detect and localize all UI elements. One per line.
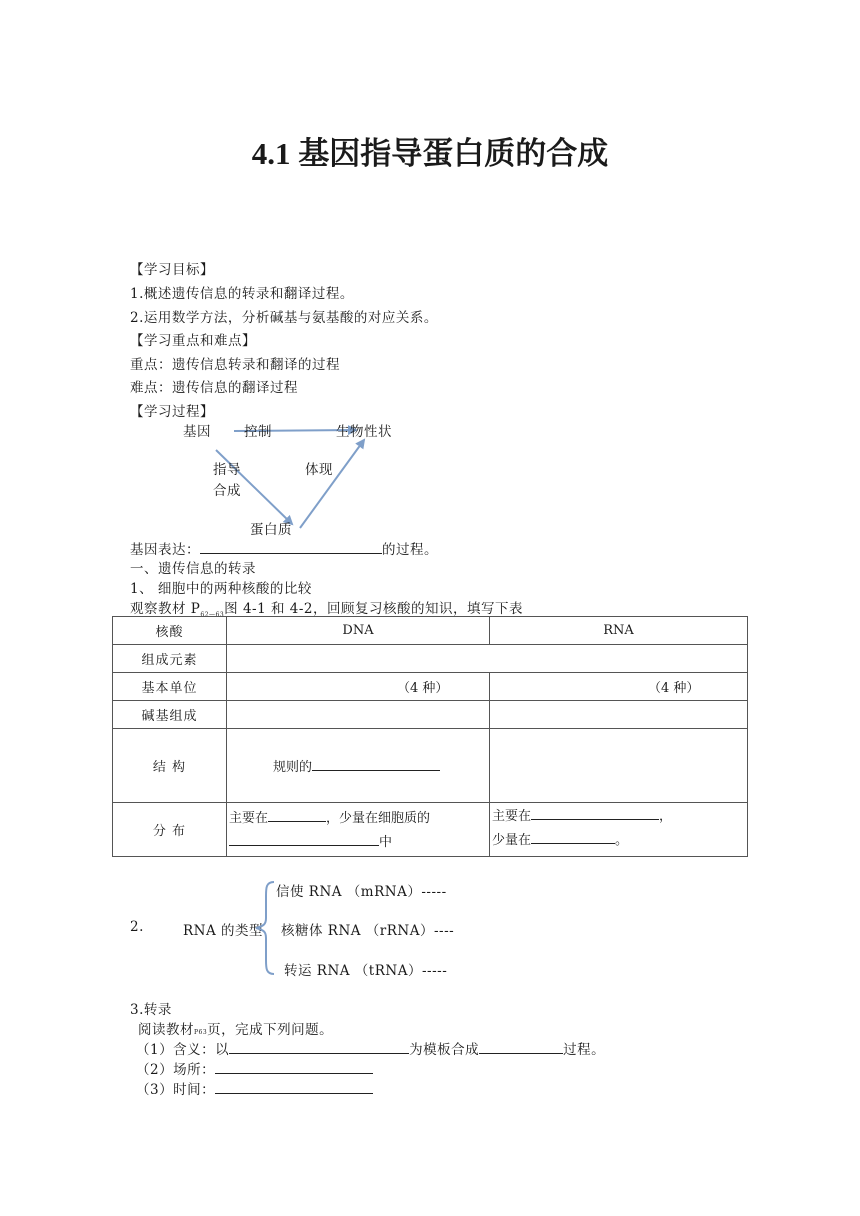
table-row xyxy=(113,803,748,857)
bases-rna-cell[interactable] xyxy=(490,701,748,729)
dist-dna-text-1: 主要在 xyxy=(229,811,269,826)
dist-rna-text-2: ， xyxy=(659,809,673,824)
structure-dna-blank[interactable] xyxy=(312,756,440,771)
gene-expression-blank[interactable] xyxy=(200,539,382,554)
dist-dna-blank-1[interactable] xyxy=(268,807,326,822)
gene-expression-suffix: 的过程。 xyxy=(382,542,438,558)
nucleic-acid-table xyxy=(112,616,748,857)
process-heading: 【学习过程】 xyxy=(130,404,214,420)
header-nucleic-acid: 核酸 xyxy=(113,617,227,645)
observe-suffix: 图 4-1 和 4-2，回顾复习核酸的知识，填写下表 xyxy=(224,601,524,617)
key-points-heading: 【学习重点和难点】 xyxy=(130,333,256,349)
dist-rna-blank-1[interactable] xyxy=(531,805,659,820)
dist-dna-text-3: 中 xyxy=(379,835,393,850)
brace-icon xyxy=(252,878,278,978)
q1-blank-template[interactable] xyxy=(229,1039,409,1054)
transcription-heading: 3.转录 xyxy=(130,1002,172,1018)
page-title: 4.1 基因指导蛋白质的合成 xyxy=(251,136,609,171)
structure-dna-prefix: 规则的 xyxy=(273,760,313,775)
q2-blank[interactable] xyxy=(215,1059,373,1074)
dist-dna-blank-2[interactable] xyxy=(229,831,379,846)
q1-suffix: 过程。 xyxy=(563,1042,606,1058)
row-distribution-label: 分 布 xyxy=(113,803,227,857)
elements-cell[interactable] xyxy=(227,645,748,673)
units-rna-note: （4 种） xyxy=(648,681,700,696)
rna-type-rrna: 核糖体 RNA （rRNA）---- xyxy=(281,923,455,939)
objective-item-2: 2.运用数学方法，分析碱基与氨基酸的对应关系。 xyxy=(130,310,438,326)
read-instruction xyxy=(138,1018,333,1038)
q1-mid: 为模板合成 xyxy=(409,1042,480,1058)
row-bases-label: 碱基组成 xyxy=(113,701,227,729)
question-2 xyxy=(136,1058,373,1078)
dist-rna-text-1: 主要在 xyxy=(492,809,532,824)
table-row xyxy=(113,673,748,701)
key-point: 重点：遗传信息转录和翻译的过程 xyxy=(130,357,340,373)
units-rna-cell[interactable] xyxy=(490,673,748,701)
row-structure-label: 结 构 xyxy=(113,729,227,803)
structure-rna-cell[interactable] xyxy=(490,729,748,803)
diagram-guide: 指导 xyxy=(213,462,241,478)
table-row xyxy=(113,617,748,645)
table-row xyxy=(113,645,748,673)
diagram-protein: 蛋白质 xyxy=(250,522,292,538)
diagram-control: 控制 xyxy=(244,424,272,440)
rna-types-label: RNA 的类型 xyxy=(183,923,264,939)
distribution-rna-cell[interactable] xyxy=(490,803,748,857)
gene-expression-line xyxy=(130,538,438,558)
units-dna-cell[interactable] xyxy=(227,673,490,701)
table-row xyxy=(113,729,748,803)
dist-rna-blank-2[interactable] xyxy=(531,829,615,844)
dist-rna-text-3: 少量在 xyxy=(492,833,532,848)
read-suffix: 页，完成下列问题。 xyxy=(207,1022,334,1038)
observe-prefix: 观察教材 P xyxy=(130,601,201,617)
section1-sub1: 1、 细胞中的两种核酸的比较 xyxy=(130,581,312,597)
diagram-embody: 体现 xyxy=(305,462,333,478)
row-units-label: 基本单位 xyxy=(113,673,227,701)
q3-blank[interactable] xyxy=(215,1079,373,1094)
diagram-synthesize: 合成 xyxy=(213,483,241,499)
read-page: P63 xyxy=(194,1029,208,1036)
gene-expression-prefix: 基因表达： xyxy=(130,542,200,558)
question-1 xyxy=(136,1038,605,1058)
distribution-dna-cell[interactable] xyxy=(227,803,490,857)
q1-prefix: （1）含义：以 xyxy=(136,1042,230,1058)
header-dna: DNA xyxy=(227,617,490,645)
objective-item-1: 1.概述遗传信息的转录和翻译过程。 xyxy=(130,286,354,302)
diagram-gene: 基因 xyxy=(183,424,211,440)
bases-dna-cell[interactable] xyxy=(227,701,490,729)
row-elements-label: 组成元素 xyxy=(113,645,227,673)
rna-type-trna: 转运 RNA （tRNA）----- xyxy=(284,963,448,979)
embody-arrow xyxy=(300,440,364,528)
read-prefix: 阅读教材 xyxy=(138,1022,194,1038)
q2-label: （2）场所： xyxy=(136,1062,216,1078)
objectives-heading: 【学习目标】 xyxy=(130,262,214,278)
dist-dna-text-2: ，少量在细胞质的 xyxy=(326,811,431,826)
diagram-trait: 生物性状 xyxy=(336,424,392,440)
difficulty-point: 难点：遗传信息的翻译过程 xyxy=(130,380,298,396)
q1-blank-product[interactable] xyxy=(479,1039,563,1054)
rna-types-number: 2. xyxy=(130,919,144,935)
section1-heading: 一、遗传信息的转录 xyxy=(130,561,256,577)
header-rna: RNA xyxy=(490,617,748,645)
rna-type-mrna: 信使 RNA （mRNA）----- xyxy=(276,884,447,900)
q3-label: （3）时间： xyxy=(136,1082,216,1098)
structure-dna-cell[interactable] xyxy=(227,729,490,803)
question-3 xyxy=(136,1078,373,1098)
dist-rna-text-4: 。 xyxy=(615,833,629,848)
units-dna-note: （4 种） xyxy=(397,681,449,696)
observe-pages: 62—63 xyxy=(200,611,225,619)
table-row xyxy=(113,701,748,729)
